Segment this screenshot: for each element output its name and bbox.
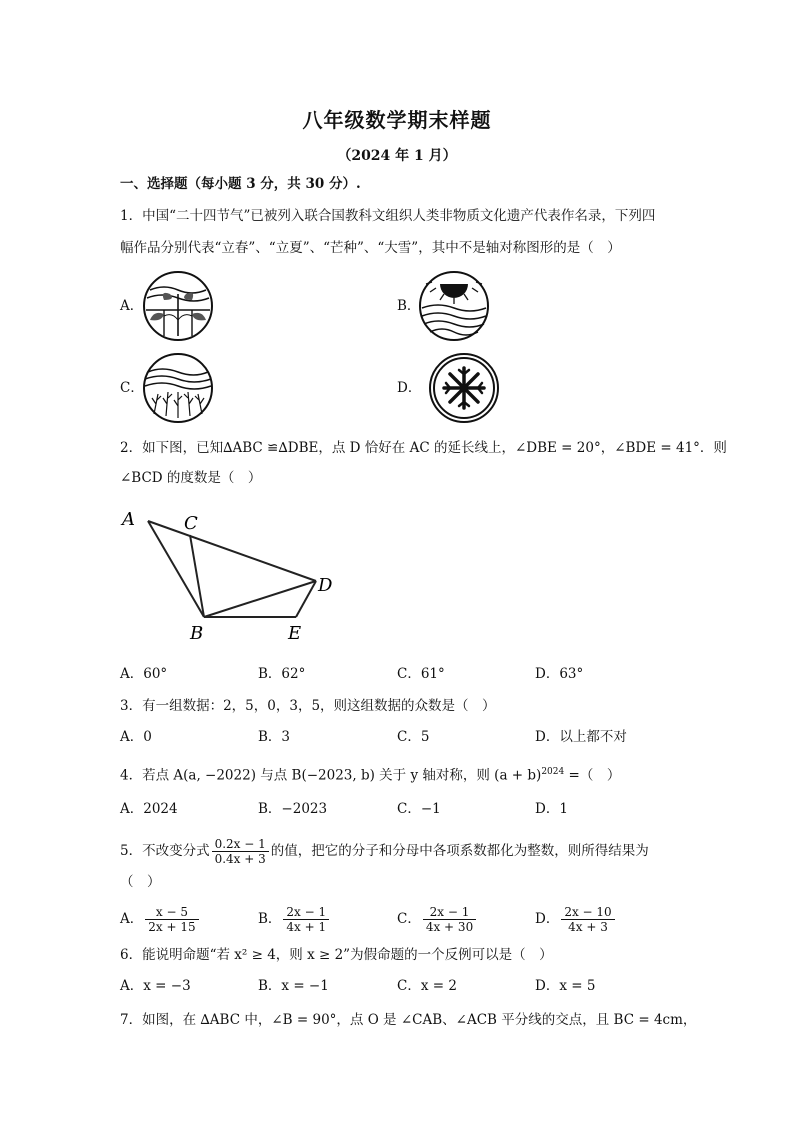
q2-option-a[interactable]: A．60° — [120, 666, 168, 682]
daxue-snowflake-icon — [428, 352, 500, 424]
q5-option-a-fraction — [145, 905, 198, 934]
q5-option-d-denominator: 4x + 3 — [568, 920, 608, 934]
q3-option-b[interactable]: B．3 — [258, 729, 291, 745]
q4-stem-part2: =（ ） — [564, 767, 621, 784]
q5-option-b[interactable] — [258, 902, 331, 936]
q5-option-c[interactable] — [397, 902, 478, 936]
q1-stem-line1: 1．中国“二十四节气”已被列入联合国教科文组织人类非物质文化遗产代表作名录，下列四 — [120, 208, 656, 224]
q5-option-c-denominator: 4x + 30 — [425, 920, 474, 934]
q5-stem — [120, 834, 649, 868]
q5-option-d-fraction — [561, 905, 614, 934]
q3-option-c[interactable]: C．5 — [397, 729, 430, 745]
q4-option-a[interactable]: A．2024 — [120, 801, 178, 817]
edge-ad — [148, 521, 316, 581]
q6-stem: 6．能说明命题“若 x² ≥ 4，则 x ≥ 2”为假命题的一个反例可以是（ ） — [120, 947, 553, 963]
q5-option-c-fraction — [423, 905, 476, 934]
q5-option-c-numerator: 2x − 1 — [423, 905, 476, 920]
q5-option-b-fraction — [283, 905, 329, 934]
q5-prefix: 5．不改变分式 — [120, 843, 210, 859]
q1-option-d-label: D． — [397, 380, 422, 396]
section-heading: 一、选择题（每小题 3 分，共 30 分）. — [120, 176, 361, 192]
q6-option-c[interactable]: C．x = 2 — [397, 978, 457, 994]
q5-option-c-label: C． — [397, 911, 421, 927]
q5-option-a-label: A． — [120, 911, 144, 927]
q4-stem-part1: 4．若点 A(a, −2022) 与点 B(−2023, b) 关于 y 轴对称，则 (a + b) — [120, 767, 542, 784]
q2-option-c[interactable]: C．61° — [397, 666, 445, 682]
q5-option-a[interactable] — [120, 902, 201, 936]
q6-option-d[interactable]: D．x = 5 — [535, 978, 596, 994]
point-a-label: A — [122, 509, 135, 530]
point-e-label: E — [288, 623, 302, 644]
q4-exponent: 2024 — [541, 767, 565, 777]
q7-stem: 7．如图，在 ∆ABC 中，∠B = 90°，点 O 是 ∠CAB、∠ACB 平分线的交点，且 BC = 4cm， — [120, 1012, 697, 1028]
q3-option-d[interactable]: D．以上都不对 — [535, 729, 627, 745]
point-c-label: C — [184, 513, 198, 534]
q5-option-d[interactable] — [535, 902, 617, 936]
mangzhong-grain-icon — [142, 352, 214, 424]
q5-suffix: 的值，把它的分子和分母中各项系数都化为整数，则所得结果为 — [270, 843, 649, 859]
q1-option-b-label: B． — [397, 298, 421, 314]
q5-option-b-numerator: 2x − 1 — [283, 905, 329, 920]
q4-stem — [120, 762, 620, 786]
page-subtitle: （2024 年 1 月） — [337, 148, 457, 164]
q4-option-c[interactable]: C．−1 — [397, 801, 441, 817]
q2-stem-line2: ∠BCD 的度数是（ ） — [120, 470, 262, 486]
q5-option-d-numerator: 2x − 10 — [561, 905, 614, 920]
q2-triangle-figure — [118, 505, 348, 650]
q6-option-b[interactable]: B．x = −1 — [258, 978, 329, 994]
q5-option-d-label: D． — [535, 911, 560, 927]
point-b-label: B — [190, 623, 204, 644]
q5-stem-line2: （ ） — [120, 874, 161, 890]
q5-fraction-denominator: 0.4x + 3 — [214, 852, 266, 866]
q2-option-d[interactable]: D．63° — [535, 666, 584, 682]
q3-stem: 3．有一组数据：2，5，0，3，5，则这组数据的众数是（ ） — [120, 698, 496, 714]
q5-option-b-label: B． — [258, 911, 282, 927]
lixia-sun-icon — [418, 270, 490, 342]
q3-option-a[interactable]: A．0 — [120, 729, 152, 745]
q1-option-a-label: A． — [120, 298, 144, 314]
lichun-sprout-icon — [142, 270, 214, 342]
q6-option-a[interactable]: A．x = −3 — [120, 978, 191, 994]
q5-option-a-numerator: x − 5 — [145, 905, 198, 920]
q5-option-b-denominator: 4x + 1 — [286, 920, 327, 934]
q4-option-b[interactable]: B．−2023 — [258, 801, 328, 817]
q4-option-d[interactable]: D．1 — [535, 801, 568, 817]
q5-option-a-denominator: 2x + 15 — [148, 920, 196, 934]
q5-fraction-numerator: 0.2x − 1 — [212, 837, 269, 852]
page-title: 八年级数学期末样题 — [302, 108, 492, 132]
point-d-label: D — [318, 575, 333, 596]
q1-stem-line2: 幅作品分别代表“立春”、“立夏”、“芒种”、“大雪”，其中不是轴对称图形的是（ ） — [120, 240, 621, 256]
q2-stem-line1: 2．如下图，已知∆ABC ≌∆DBE，点 D 恰好在 AC 的延长线上，∠DBE = 20°，∠BDE = 41°．则 — [120, 440, 727, 456]
q5-fraction — [212, 837, 269, 866]
q2-option-b[interactable]: B．62° — [258, 666, 306, 682]
q1-option-c-label: C． — [120, 380, 144, 396]
